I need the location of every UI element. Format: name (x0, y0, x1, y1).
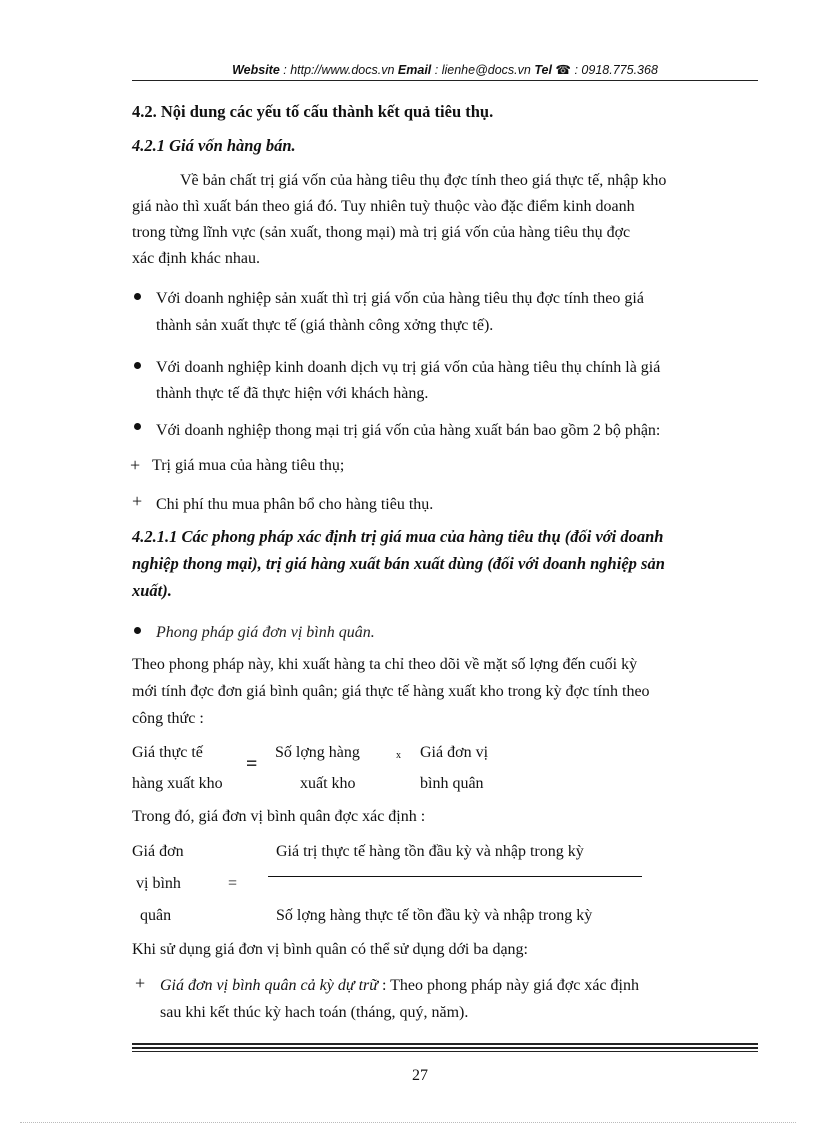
section-subtitle: 4.2.1 Giá vốn hàng bán. (132, 136, 296, 155)
formula2-numerator: Giá trị thực tế hàng tồn đầu kỳ và nhập trong kỳ (276, 843, 584, 860)
tel-value: : 0918.775.368 (574, 63, 658, 77)
formula2-left-line-1: Giá đơn (132, 843, 184, 860)
email-value: : lienhe@docs.vn (434, 63, 531, 77)
website-label: Website (232, 63, 280, 77)
formula1-right-top: Giá đơn vị (420, 744, 489, 761)
bullet-2-line-2: thành thực tế đã thực hiện với khách hàng. (156, 385, 429, 402)
form-1-line-2: sau khi kết thúc kỳ hach toán (tháng, quý, năm). (160, 1004, 469, 1021)
method-line-3: công thức : (132, 710, 204, 727)
footer-rule (132, 1051, 758, 1052)
plus-icon: + (132, 491, 143, 511)
tel-label: Tel (534, 63, 552, 77)
section-title: 4.2. Nội dung các yếu tố cấu thành kết quả tiêu thụ. (132, 102, 494, 121)
bullet-3: Với doanh nghiệp thong mại trị giá vốn của hàng xuất bán bao gồm 2 bộ phận: (156, 422, 661, 439)
bullet-icon (134, 362, 141, 369)
intro-line-3: trong từng lĩnh vực (sản xuất, thong mại) mà trị giá vốn của hàng tiêu thụ đợc (132, 224, 631, 241)
fraction-line (268, 876, 642, 877)
page-number: 27 (412, 1067, 428, 1084)
bullet-icon (134, 423, 141, 430)
formula1-mid-top: Số lợng hàng (275, 744, 360, 761)
intro-line-4: xác định khác nhau. (132, 250, 260, 267)
formula1-left-top: Giá thực tế (132, 744, 203, 761)
formula1-left-bottom: hàng xuất kho (132, 775, 223, 792)
method-bullet: Phong pháp giá đơn vị bình quân. (156, 624, 375, 641)
email-label: Email (397, 63, 432, 77)
sub-heading-line-2: nghiệp thong mại), trị giá hàng xuất bán xuất dùng (đối với doanh nghiệp sản (132, 554, 665, 573)
form-1-label: Giá đơn vị bình quân cả kỳ dự trữ (160, 977, 378, 994)
bullet-1-line-2: thành sản xuất thực tế (giá thành công xởng thực tế). (156, 317, 494, 334)
sub-heading-line-3: xuất). (132, 581, 172, 600)
formula2-equals: = (228, 875, 238, 892)
header-rule (132, 80, 758, 81)
website-value: : http://www.docs.vn (283, 63, 395, 77)
method-line-2: mới tính đợc đơn giá bình quân; giá thực tế hàng xuất kho trong kỳ đợc tính theo (132, 683, 650, 700)
page-header (132, 62, 758, 77)
plus-icon: + (135, 973, 146, 993)
plus-icon: + (130, 455, 141, 475)
phone-icon: ☎ (555, 63, 571, 77)
bullet-2-line-1: Với doanh nghiệp kinh doanh dịch vụ trị giá vốn của hàng tiêu thụ chính là giá (156, 359, 661, 376)
bullet-1-line-1: Với doanh nghiệp sản xuất thì trị giá vốn của hàng tiêu thụ đợc tính theo giá (156, 290, 644, 307)
intro-line-2: giá nào thì xuất bán theo giá đó. Tuy nhiên tuỳ thuộc vào đặc điểm kinh doanh (132, 198, 635, 215)
plus-item-2: Chi phí thu mua phân bổ cho hàng tiêu thụ. (156, 496, 434, 513)
intro-line-1: Về bản chất trị giá vốn của hàng tiêu thụ đợc tính theo giá thực tế, nhập kho (180, 172, 667, 189)
footer-rule (132, 1043, 758, 1045)
plus-item-1: Trị giá mua của hàng tiêu thụ; (152, 457, 345, 474)
bullet-icon (134, 627, 141, 634)
bullet-icon (134, 293, 141, 300)
formula2-denominator: Số lợng hàng thực tế tồn đầu kỳ và nhập trong kỳ (276, 907, 593, 924)
method-line-1: Theo phong pháp này, khi xuất hàng ta chỉ theo dõi về mặt số lợng đến cuối kỳ (132, 656, 638, 673)
sub-heading-line-1: 4.2.1.1 Các phong pháp xác định trị giá mua của hàng tiêu thụ (đối với doanh (132, 527, 664, 546)
form-1-text: : Theo phong pháp này giá đợc xác định (381, 977, 639, 994)
footer-rule (132, 1047, 758, 1049)
formula1-equals: = (246, 753, 258, 775)
form-1-line-1 (160, 973, 639, 999)
formula1-times: x (396, 750, 401, 761)
defined-text: Trong đó, giá đơn vị bình quân đợc xác định : (132, 808, 426, 825)
formula2-left-line-2: vị bình (136, 875, 181, 892)
formula1-mid-bottom: xuất kho (300, 775, 356, 792)
formula1-right-bottom: bình quân (420, 775, 484, 792)
formula2-left-line-3: quân (140, 907, 172, 924)
usage-text: Khi sử dụng giá đơn vị bình quân có thể sử dụng dới ba dạng: (132, 941, 528, 958)
